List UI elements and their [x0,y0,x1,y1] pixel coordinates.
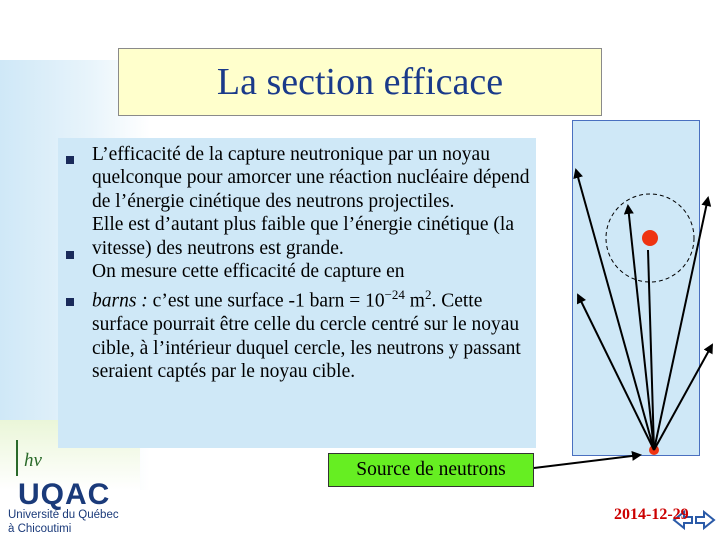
neutron-source-label: Source de neutrons [328,453,534,487]
bullet-text-3: On mesure cette efficacité de capture en barns : c’est une surface -1 barn = $10^{-24}$ $m^2$. Cette surface pourrait être celle du cercle centré sur le noyau cible, à l’intérieur duquel cercle, les neutrons y passant seraient captés par le noyau cible. [92,261,521,383]
target-nucleus [642,230,658,246]
barns-italic: barns : [92,290,148,312]
neutron-path-2 [578,295,654,450]
neutron-path-6 [654,345,712,450]
university-name: Université du Québec à Chicoutimi [8,509,119,535]
bullet-text-2: Elle est d’autant plus faible que l’énergie cinétique (la vitesse) des neutrons est grande. [92,214,514,259]
slide-date: 2014-12-29 [614,506,689,523]
slide-title: La section efficace [216,61,504,103]
neutron-path-1 [576,170,654,450]
neutron-path-5 [654,198,708,450]
source-pointer-arrow [534,455,640,468]
nav-forward-icon[interactable] [696,512,714,528]
hv-label: hv [24,450,42,471]
uqac-logo: UQAC [18,478,111,511]
hv-divider [16,440,18,476]
bullet-text-1: L’efficacité de la capture neutronique par un noyau quelconque pour amorcer une réaction nucléaire dépend de l’énergie cinétique des neutrons projectiles. [92,144,530,212]
